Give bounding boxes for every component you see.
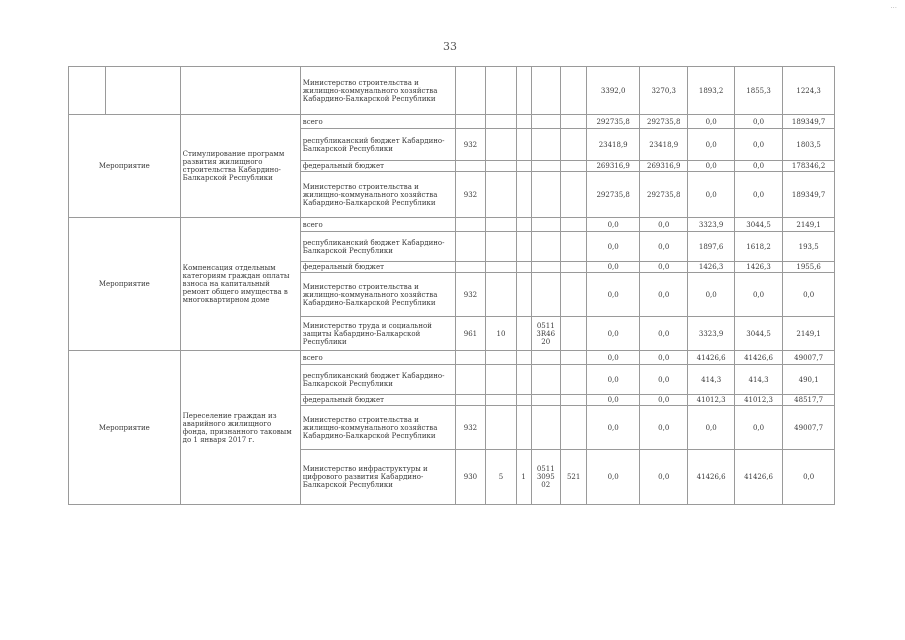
amount-cell: 189349,7 xyxy=(783,172,835,218)
code-cell xyxy=(561,129,587,161)
amount-cell: 292735,8 xyxy=(640,115,688,129)
amount-cell: 0,0 xyxy=(640,262,688,273)
code-cell xyxy=(486,161,517,172)
code-cell xyxy=(561,395,587,406)
amount-cell: 0,0 xyxy=(783,273,835,317)
code-cell: 932 xyxy=(455,273,486,317)
amount-cell: 0,0 xyxy=(640,273,688,317)
amount-cell: 0,0 xyxy=(640,317,688,351)
code-cell xyxy=(531,351,561,365)
code-cell xyxy=(516,115,531,129)
amount-cell: 292735,8 xyxy=(587,172,640,218)
table-row xyxy=(69,67,835,115)
table-row xyxy=(69,218,835,232)
code-cell xyxy=(486,218,517,232)
code-cell xyxy=(531,406,561,450)
amount-cell: 48517,7 xyxy=(783,395,835,406)
code-cell xyxy=(531,161,561,172)
amount-cell: 41426,6 xyxy=(734,351,782,365)
page-number: 33 xyxy=(443,40,457,53)
code-cell xyxy=(561,365,587,395)
amount-cell: 3044,5 xyxy=(734,317,782,351)
amount-cell: 292735,8 xyxy=(640,172,688,218)
code-cell xyxy=(516,406,531,450)
amount-cell: 23418,9 xyxy=(587,129,640,161)
measure-description: Компенсация отдельным категориям граждан оплаты взноса на капитальный ремонт общего имущества в многоквартирном доме xyxy=(180,218,300,351)
code-cell xyxy=(486,172,517,218)
code-cell xyxy=(486,365,517,395)
source-cell: Министерство строительства и жилищно-коммунального хозяйства Кабардино-Балкарской Республики xyxy=(300,172,455,218)
code-cell: 0511 3R46 20 xyxy=(531,317,561,351)
code-cell: 10 xyxy=(486,317,517,351)
amount-cell: 178346,2 xyxy=(783,161,835,172)
code-cell xyxy=(455,365,486,395)
code-cell xyxy=(516,273,531,317)
amount-cell: 2149,1 xyxy=(783,218,835,232)
code-cell: 521 xyxy=(561,450,587,505)
amount-cell: 0,0 xyxy=(783,450,835,505)
code-cell xyxy=(561,317,587,351)
code-cell xyxy=(531,262,561,273)
source-cell: Министерство труда и социальной защиты Кабардино-Балкарской Республики xyxy=(300,317,455,351)
amount-cell: 189349,7 xyxy=(783,115,835,129)
code-cell xyxy=(516,67,531,115)
amount-cell: 0,0 xyxy=(587,317,640,351)
amount-cell: 0,0 xyxy=(587,450,640,505)
amount-cell: 2149,1 xyxy=(783,317,835,351)
table-row xyxy=(69,351,835,365)
code-cell xyxy=(561,67,587,115)
code-cell: 0511 3095 02 xyxy=(531,450,561,505)
code-cell: 932 xyxy=(455,406,486,450)
amount-cell: 269316,9 xyxy=(587,161,640,172)
code-cell xyxy=(531,273,561,317)
amount-cell: 0,0 xyxy=(734,172,782,218)
code-cell xyxy=(531,129,561,161)
amount-cell: 0,0 xyxy=(688,172,734,218)
amount-cell: 0,0 xyxy=(688,129,734,161)
amount-cell: 0,0 xyxy=(734,161,782,172)
code-cell xyxy=(486,115,517,129)
code-cell xyxy=(531,218,561,232)
amount-cell: 0,0 xyxy=(640,365,688,395)
code-cell xyxy=(455,351,486,365)
amount-cell: 49007,7 xyxy=(783,406,835,450)
amount-cell: 0,0 xyxy=(640,218,688,232)
code-cell xyxy=(486,273,517,317)
code-cell xyxy=(455,67,486,115)
amount-cell: 1426,3 xyxy=(688,262,734,273)
measure-description: Стимулирование программ развития жилищного строительства Кабардино-Балкарской Республики xyxy=(180,115,300,218)
amount-cell: 0,0 xyxy=(688,406,734,450)
amount-cell: 3323,9 xyxy=(688,218,734,232)
code-cell xyxy=(455,232,486,262)
amount-cell: 1803,5 xyxy=(783,129,835,161)
amount-cell: 0,0 xyxy=(587,365,640,395)
amount-cell: 414,3 xyxy=(688,365,734,395)
amount-cell: 0,0 xyxy=(587,406,640,450)
empty-cell xyxy=(69,67,106,115)
code-cell xyxy=(516,172,531,218)
amount-cell: 490,1 xyxy=(783,365,835,395)
code-cell xyxy=(486,262,517,273)
corner-mark: ... xyxy=(890,2,897,10)
amount-cell: 0,0 xyxy=(688,161,734,172)
code-cell xyxy=(516,317,531,351)
amount-cell: 1855,3 xyxy=(734,67,782,115)
code-cell xyxy=(531,232,561,262)
amount-cell: 0,0 xyxy=(640,450,688,505)
code-cell xyxy=(561,218,587,232)
amount-cell: 0,0 xyxy=(734,129,782,161)
code-cell xyxy=(531,365,561,395)
amount-cell: 292735,8 xyxy=(587,115,640,129)
code-cell xyxy=(531,395,561,406)
amount-cell: 3323,9 xyxy=(688,317,734,351)
code-cell xyxy=(486,129,517,161)
amount-cell: 414,3 xyxy=(734,365,782,395)
empty-cell xyxy=(180,67,300,115)
amount-cell: 3392,0 xyxy=(587,67,640,115)
amount-cell: 1893,2 xyxy=(688,67,734,115)
amount-cell: 3044,5 xyxy=(734,218,782,232)
code-cell xyxy=(486,232,517,262)
code-cell xyxy=(561,273,587,317)
code-cell xyxy=(516,262,531,273)
code-cell xyxy=(486,351,517,365)
source-cell: федеральный бюджет xyxy=(300,262,455,273)
code-cell xyxy=(561,172,587,218)
measure-type: Мероприятие xyxy=(69,351,181,505)
source-cell: федеральный бюджет xyxy=(300,161,455,172)
code-cell xyxy=(561,115,587,129)
amount-cell: 0,0 xyxy=(734,406,782,450)
amount-cell: 41012,3 xyxy=(688,395,734,406)
code-cell xyxy=(561,232,587,262)
code-cell xyxy=(516,365,531,395)
code-cell xyxy=(455,161,486,172)
source-cell: всего xyxy=(300,218,455,232)
amount-cell: 1897,6 xyxy=(688,232,734,262)
amount-cell: 0,0 xyxy=(734,273,782,317)
amount-cell: 0,0 xyxy=(734,115,782,129)
code-cell xyxy=(486,395,517,406)
code-cell xyxy=(516,161,531,172)
amount-cell: 0,0 xyxy=(587,218,640,232)
amount-cell: 1618,2 xyxy=(734,232,782,262)
code-cell xyxy=(516,218,531,232)
empty-cell xyxy=(105,67,180,115)
source-cell: республиканский бюджет Кабардино- Балкарской Республики xyxy=(300,365,455,395)
budget-table xyxy=(68,66,835,505)
code-cell xyxy=(486,406,517,450)
amount-cell: 0,0 xyxy=(640,395,688,406)
source-cell: Министерство строительства и жилищно-коммунального хозяйства Кабардино-Балкарской Республики xyxy=(300,67,455,115)
measure-type: Мероприятие xyxy=(69,218,181,351)
code-cell: 930 xyxy=(455,450,486,505)
amount-cell: 269316,9 xyxy=(640,161,688,172)
amount-cell: 0,0 xyxy=(640,232,688,262)
amount-cell: 1955,6 xyxy=(783,262,835,273)
code-cell xyxy=(486,67,517,115)
code-cell xyxy=(516,351,531,365)
code-cell xyxy=(561,406,587,450)
code-cell xyxy=(455,395,486,406)
code-cell xyxy=(516,232,531,262)
amount-cell: 0,0 xyxy=(587,273,640,317)
code-cell xyxy=(516,129,531,161)
source-cell: республиканский бюджет Кабардино- Балкарской Республики xyxy=(300,129,455,161)
amount-cell: 0,0 xyxy=(587,262,640,273)
amount-cell: 0,0 xyxy=(587,232,640,262)
source-cell: Министерство строительства и жилищно-коммунального хозяйства Кабардино-Балкарской Республики xyxy=(300,406,455,450)
amount-cell: 0,0 xyxy=(587,395,640,406)
amount-cell: 1426,3 xyxy=(734,262,782,273)
table-row xyxy=(69,115,835,129)
source-cell: Министерство строительства и жилищно-коммунального хозяйства Кабардино-Балкарской Республики xyxy=(300,273,455,317)
amount-cell: 41012,3 xyxy=(734,395,782,406)
amount-cell: 0,0 xyxy=(640,351,688,365)
source-cell: федеральный бюджет xyxy=(300,395,455,406)
code-cell xyxy=(516,395,531,406)
code-cell: 1 xyxy=(516,450,531,505)
code-cell xyxy=(561,161,587,172)
measure-description: Переселение граждан из аварийного жилищного фонда, признанного таковым до 1 января 2017 г. xyxy=(180,351,300,505)
code-cell xyxy=(561,351,587,365)
code-cell xyxy=(455,115,486,129)
amount-cell: 0,0 xyxy=(640,406,688,450)
amount-cell: 3270,3 xyxy=(640,67,688,115)
amount-cell: 0,0 xyxy=(688,273,734,317)
amount-cell: 0,0 xyxy=(587,351,640,365)
amount-cell: 193,5 xyxy=(783,232,835,262)
measure-type: Мероприятие xyxy=(69,115,181,218)
amount-cell: 41426,6 xyxy=(688,450,734,505)
amount-cell: 1224,3 xyxy=(783,67,835,115)
amount-cell: 23418,9 xyxy=(640,129,688,161)
code-cell xyxy=(531,172,561,218)
code-cell xyxy=(455,218,486,232)
source-cell: республиканский бюджет Кабардино- Балкарской Республики xyxy=(300,232,455,262)
code-cell xyxy=(531,67,561,115)
code-cell: 5 xyxy=(486,450,517,505)
source-cell: всего xyxy=(300,351,455,365)
code-cell xyxy=(531,115,561,129)
source-cell: всего xyxy=(300,115,455,129)
code-cell xyxy=(561,262,587,273)
code-cell: 961 xyxy=(455,317,486,351)
code-cell xyxy=(455,262,486,273)
amount-cell: 49007,7 xyxy=(783,351,835,365)
amount-cell: 41426,6 xyxy=(734,450,782,505)
amount-cell: 0,0 xyxy=(688,115,734,129)
amount-cell: 41426,6 xyxy=(688,351,734,365)
code-cell: 932 xyxy=(455,172,486,218)
code-cell: 932 xyxy=(455,129,486,161)
source-cell: Министерство инфраструктуры и цифрового развития Кабардино-Балкарской Республики xyxy=(300,450,455,505)
